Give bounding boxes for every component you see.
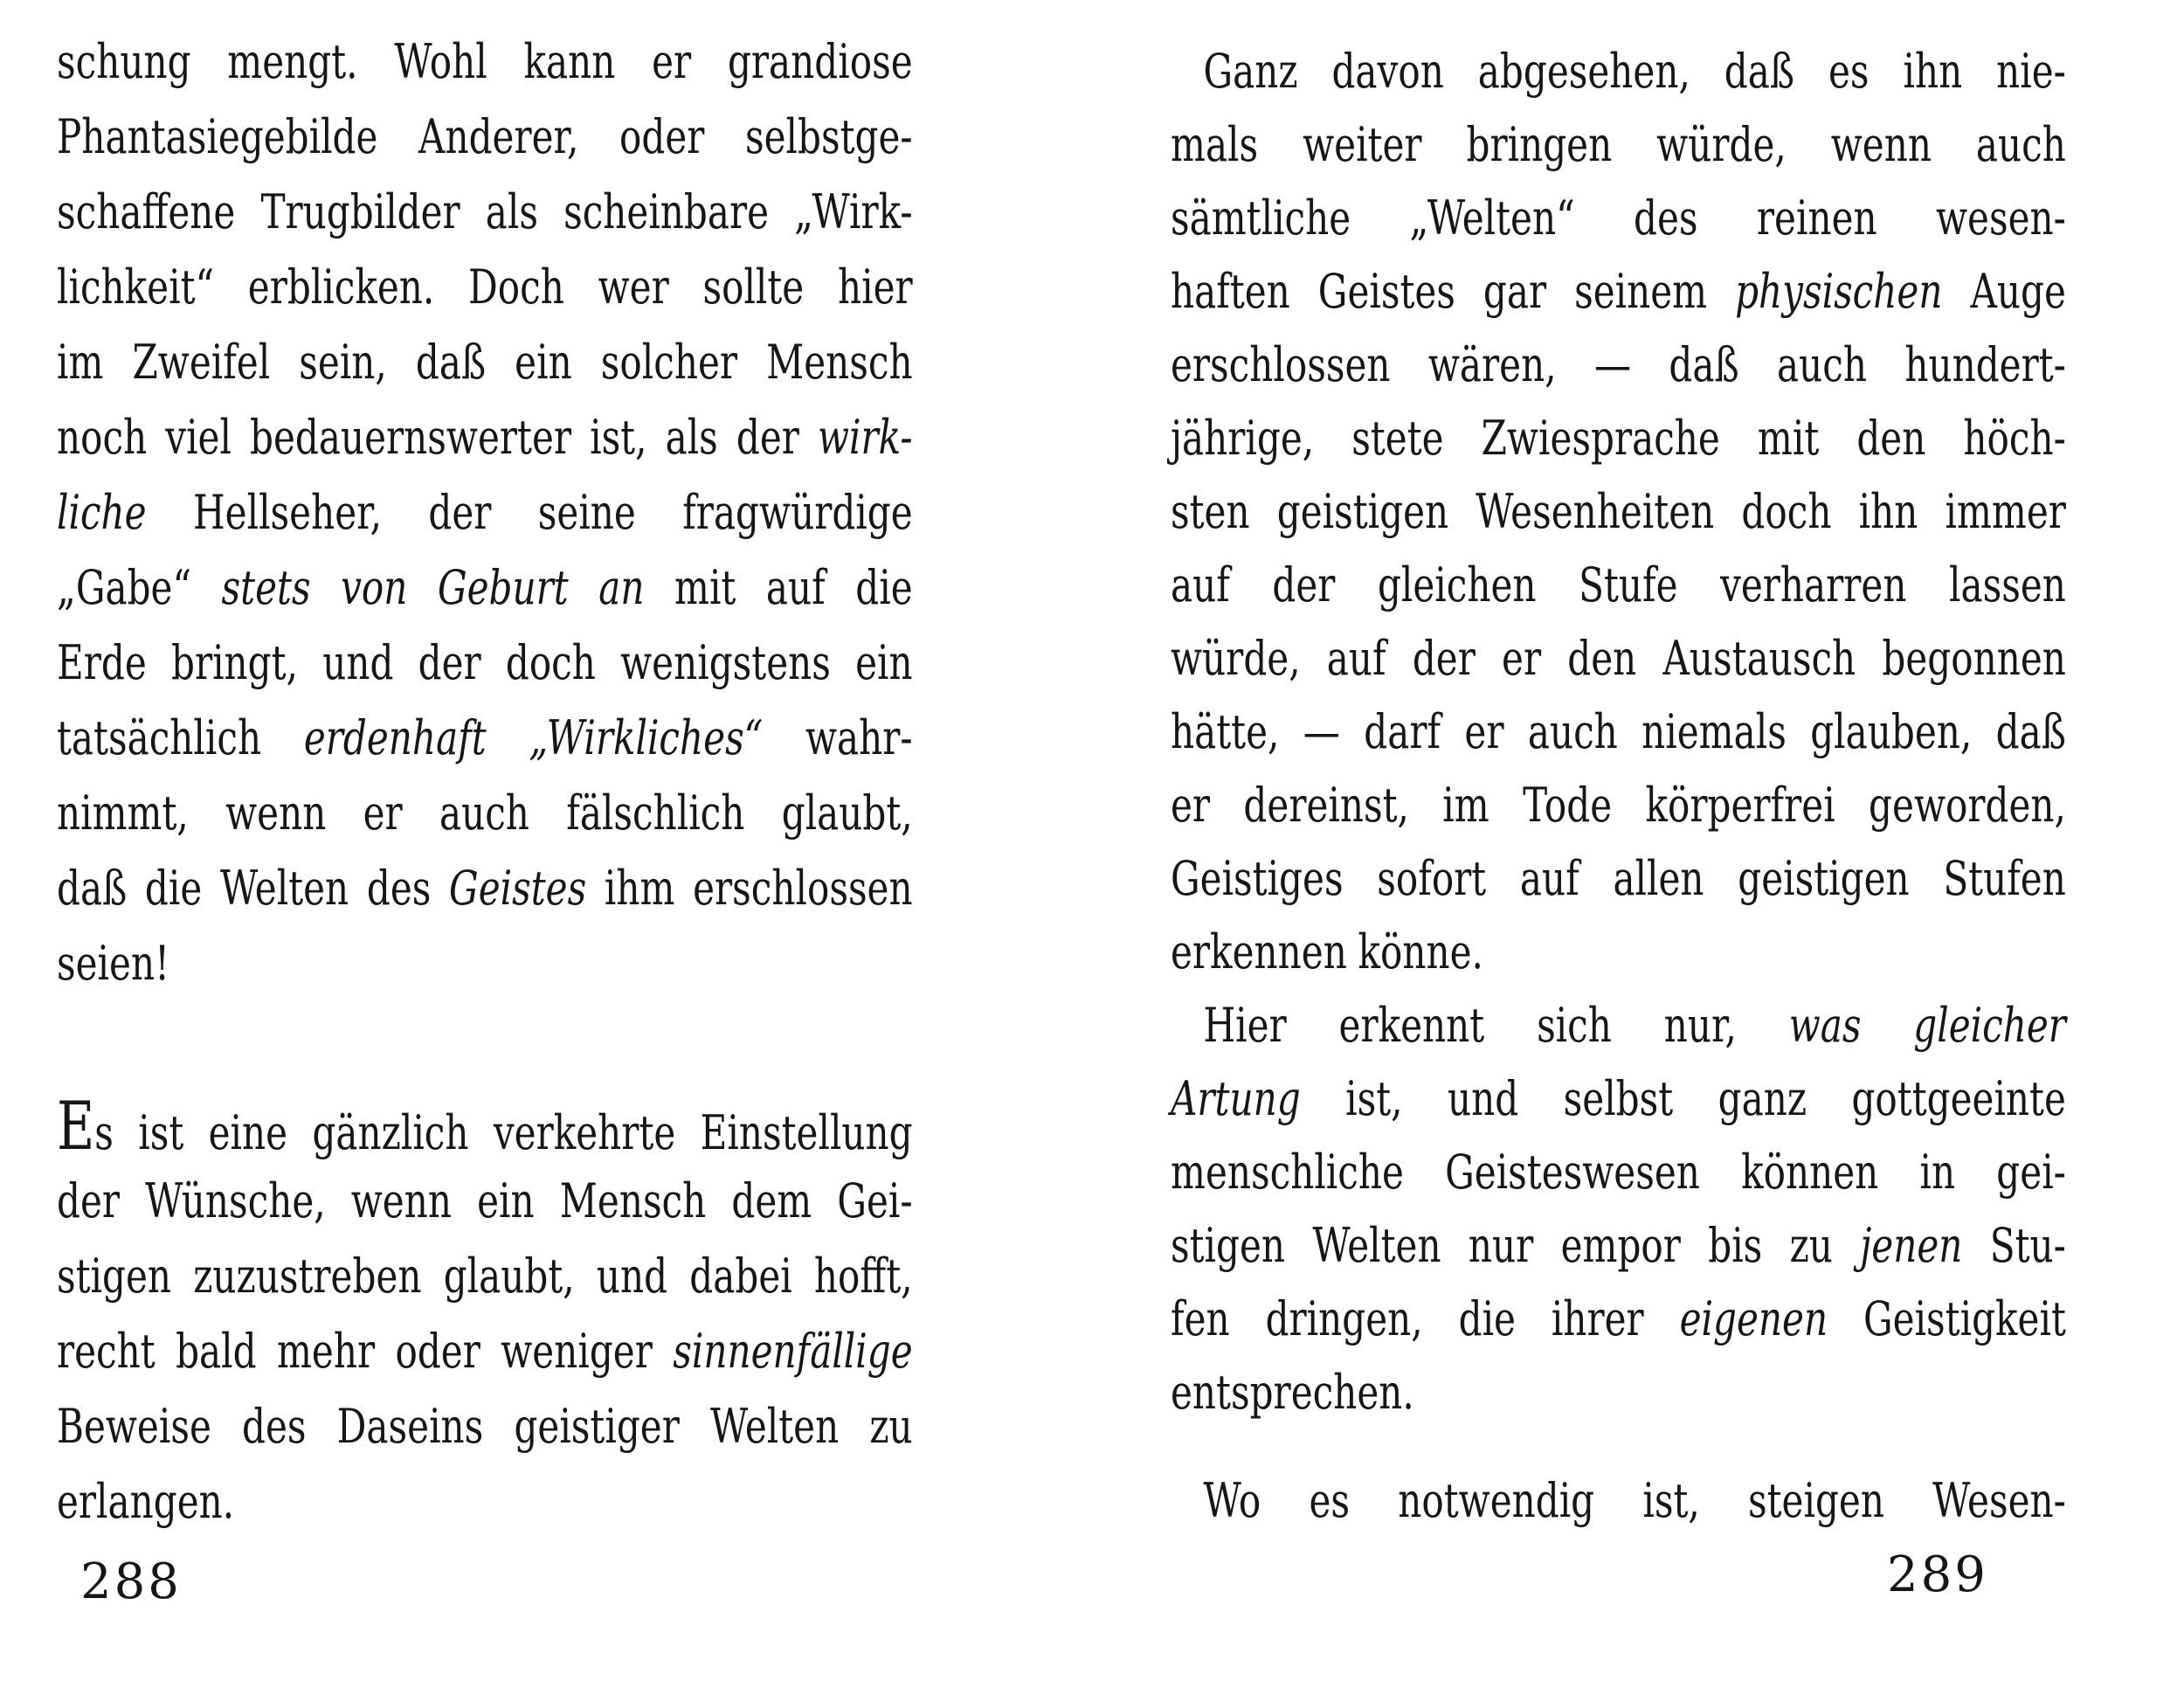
word: seien! (57, 936, 169, 991)
word: Welten (709, 1399, 840, 1454)
word: ist (138, 1105, 184, 1160)
text-line (1171, 1464, 2066, 1538)
word: physischen (1735, 264, 1943, 319)
word: auch (1527, 704, 1618, 759)
word: Phantasiegebilde (57, 109, 378, 164)
word: Geistigkeit (1863, 1291, 2066, 1346)
word: Wohl (394, 34, 487, 89)
word: glaubt, (781, 785, 913, 841)
word: des (366, 861, 432, 916)
text-line (57, 325, 913, 400)
word: Tode (1523, 778, 1613, 833)
paragraph (1171, 1464, 2066, 1538)
word: den (1567, 631, 1637, 686)
right-page (1171, 35, 2184, 1538)
word: jährige, (1171, 411, 1315, 466)
word: noch (57, 410, 148, 465)
word: der (1412, 631, 1476, 686)
word: Artung (1171, 1071, 1301, 1126)
word: stigen (57, 1249, 172, 1304)
word: der (418, 635, 481, 690)
word: haften (1171, 264, 1290, 319)
page-number-left: 288 (80, 1553, 182, 1610)
word: ist, (1642, 1473, 1700, 1528)
text-line (1171, 695, 2066, 769)
text-line (57, 24, 913, 100)
word: Geisteswesen (1445, 1145, 1700, 1200)
word: Anderer, (418, 109, 579, 164)
word: recht (57, 1324, 156, 1379)
word: verharren (1720, 557, 1907, 612)
word: sollte (702, 259, 805, 315)
word: ein (855, 635, 913, 690)
word: er (363, 785, 403, 841)
text-line (1171, 1283, 2066, 1356)
word: gar (1482, 264, 1547, 319)
word: seinem (1574, 264, 1708, 319)
word: Hier (1203, 998, 1287, 1053)
word: Zwiesprache (1481, 411, 1720, 466)
word: fragwürdige (682, 485, 913, 540)
word: stete (1351, 411, 1444, 466)
word: geistigen (1276, 484, 1449, 539)
word: und (322, 635, 394, 690)
word: mit (674, 560, 736, 615)
word: reinen (1756, 190, 1877, 246)
word: nur (1468, 1218, 1534, 1273)
word: daß (1995, 704, 2066, 759)
word: wenigstens (620, 635, 831, 690)
word: sofort (1377, 851, 1487, 906)
word: Auge (1970, 264, 2066, 319)
word: wenn (350, 1173, 452, 1228)
text-line (57, 400, 913, 475)
paragraph (57, 1089, 913, 1539)
word: dabei (689, 1249, 792, 1304)
word: als (485, 184, 538, 239)
word: er (1171, 778, 1211, 833)
word: erkennt (1338, 998, 1485, 1053)
word: Welten (1312, 1218, 1441, 1273)
word: Stu- (1989, 1218, 2066, 1273)
word: mals (1171, 117, 1259, 172)
word: körperfrei (1645, 778, 1835, 833)
word: weiter (1303, 117, 1422, 172)
word: oder (395, 1324, 480, 1379)
word: doch (1741, 484, 1832, 539)
word: wesen- (1936, 190, 2066, 246)
word: zuzustreben (193, 1249, 422, 1304)
word: er (1464, 704, 1504, 759)
word: Welten (219, 861, 349, 916)
word: Wünsche, (145, 1173, 326, 1228)
word: fälschlich (566, 785, 745, 841)
text-line (57, 851, 913, 926)
word: lassen (1949, 557, 2066, 612)
word: es (1828, 44, 1870, 99)
word: Mensch (766, 335, 913, 390)
word: er (652, 34, 692, 89)
word: Trugbilder (260, 184, 460, 239)
text-line (1171, 108, 2066, 182)
word: den (1856, 411, 1926, 466)
text-line (1171, 1136, 2066, 1209)
word: von (341, 560, 408, 615)
word: hätte, (1171, 704, 1280, 759)
word: bald (176, 1324, 257, 1379)
word: höch- (1963, 411, 2066, 466)
word: ihn (1903, 44, 1963, 99)
word: in (1919, 1145, 1956, 1200)
text-line (1171, 1062, 2066, 1136)
word: Mensch (559, 1173, 707, 1228)
word: ist, (590, 410, 647, 465)
word: hundert- (1904, 337, 2066, 392)
word: an (598, 560, 645, 615)
word: stigen (1171, 1218, 1286, 1273)
word: was (1788, 998, 1862, 1053)
word: gottgeeinte (1851, 1071, 2066, 1126)
word: glauben, (1810, 704, 1973, 759)
word: ihm (604, 861, 675, 916)
page-number-right: 289 (1887, 1546, 1988, 1603)
word: fen (1171, 1291, 1230, 1346)
word: ihn (1858, 484, 1918, 539)
word: Austausch (1662, 631, 1856, 686)
word: zu (1789, 1218, 1833, 1273)
word: sein, (299, 335, 387, 390)
left-page (57, 24, 1154, 1539)
word: geistiger (514, 1399, 680, 1454)
word: nie- (1996, 44, 2066, 99)
word: Doch (468, 259, 564, 315)
word: im (57, 335, 104, 390)
text-line (1171, 916, 2066, 989)
word: selbst (1563, 1071, 1674, 1126)
word: Zweifel (132, 335, 271, 390)
text-line (1171, 1209, 2066, 1283)
word: solcher (600, 335, 738, 390)
word: erschlossen (693, 861, 913, 916)
word: hofft, (813, 1249, 913, 1304)
word: selbstge- (745, 109, 913, 164)
text-line (57, 776, 913, 851)
word: — (1303, 704, 1340, 759)
text-line (57, 100, 913, 175)
word: „Welten“ (1409, 190, 1575, 246)
text-line (57, 626, 913, 701)
paragraph (1171, 35, 2066, 989)
word: gleicher (1913, 998, 2066, 1053)
left-page-text-column (57, 24, 913, 1539)
word: er (1502, 631, 1542, 686)
paragraph (1171, 989, 2066, 1429)
word: bringt, (170, 635, 298, 690)
word: schaffene (57, 184, 236, 239)
word: eine (208, 1105, 288, 1160)
word: dereinst, (1243, 778, 1409, 833)
word: wahr- (805, 710, 913, 765)
word: darf (1364, 704, 1441, 759)
word: erdenhaft (303, 710, 487, 765)
word: Stufen (1943, 851, 2066, 906)
text-line (57, 1389, 913, 1464)
word: ganz (1717, 1071, 1807, 1126)
word: wenn (225, 785, 327, 841)
word: Daseins (336, 1399, 484, 1454)
word: viel (165, 410, 232, 465)
word: tatsächlich (57, 710, 262, 765)
text-line (57, 550, 913, 626)
word: wirk- (817, 410, 913, 465)
word: die (1458, 1291, 1516, 1346)
word: auf (1171, 557, 1230, 612)
word: „Gabe“ (57, 560, 192, 615)
text-line (1171, 255, 2066, 329)
word: verkehrte (493, 1105, 676, 1160)
text-line (1171, 402, 2066, 475)
text-line (1171, 475, 2066, 549)
word: geistigen (1738, 851, 1910, 906)
word: sich (1537, 998, 1612, 1053)
word: die (855, 560, 913, 615)
word: sten (1171, 484, 1250, 539)
word: auch (1975, 117, 2066, 172)
word: immer (1945, 484, 2066, 539)
right-page-text-column (1171, 35, 2066, 1538)
word: als (665, 410, 718, 465)
word: scheinbare (563, 184, 770, 239)
word: notwendig (1398, 1473, 1595, 1528)
word: entsprechen. (1171, 1365, 1414, 1420)
word: — (1593, 337, 1632, 392)
word: glaubt, (443, 1249, 575, 1304)
word: steigen (1748, 1473, 1884, 1528)
word: der (57, 1173, 121, 1228)
word: und (596, 1249, 668, 1304)
word: Geistes (449, 861, 587, 916)
word: des (242, 1399, 307, 1454)
word: doch (505, 635, 596, 690)
text-line (1171, 329, 2066, 402)
word: Stufe (1579, 557, 1678, 612)
word: können (1741, 1145, 1879, 1200)
word: daß (1669, 337, 1739, 392)
text-line (1171, 35, 2066, 108)
word: im (1442, 778, 1489, 833)
text-line (1171, 842, 2066, 916)
word: Gei- (837, 1173, 913, 1228)
word: menschliche (1171, 1145, 1404, 1200)
word: es (1309, 1473, 1351, 1528)
word: auf (1326, 631, 1386, 686)
word: jenen (1860, 1218, 1963, 1273)
word: daß (1724, 44, 1795, 99)
text-line (1171, 769, 2066, 842)
word: sinnenfällige (673, 1324, 913, 1379)
word: hier (837, 259, 913, 315)
word: die (144, 861, 203, 916)
word: sämtliche (1171, 190, 1351, 246)
word: bedauernswerter (250, 410, 572, 465)
word: der (428, 485, 492, 540)
text-line (57, 475, 913, 550)
word: des (1634, 190, 1698, 246)
word: auch (439, 785, 529, 841)
word: gei- (1996, 1145, 2066, 1200)
text-line (1171, 549, 2066, 622)
word: „Wirkliches“ (529, 710, 764, 765)
word: schung (57, 34, 191, 89)
word: zu (869, 1399, 913, 1454)
word: gänzlich (312, 1105, 469, 1160)
word: mengt. (227, 34, 358, 89)
text-line (1171, 182, 2066, 255)
word: auf (765, 560, 826, 615)
word: Wo (1203, 1473, 1261, 1528)
word: der (736, 410, 799, 465)
word: daß (415, 335, 487, 390)
word: wer (598, 259, 669, 315)
word: Geistiges (1171, 851, 1344, 906)
word: „Wirk- (794, 184, 913, 239)
word: oder (619, 109, 705, 164)
word: nimmt, (57, 785, 189, 841)
word: Geistes (1317, 264, 1455, 319)
word: könne. (1358, 924, 1483, 979)
word: erblicken. (247, 259, 435, 315)
word: würde, (1656, 117, 1787, 172)
text-line (1171, 989, 2066, 1062)
word: Hellseher, (192, 485, 383, 540)
text-line (57, 1464, 913, 1539)
word: liche (57, 485, 147, 540)
word: gleichen (1377, 557, 1537, 612)
text-line (57, 175, 913, 250)
word: Erde (57, 635, 147, 690)
word: stets (221, 560, 311, 615)
word: nur, (1663, 998, 1737, 1053)
text-line (57, 1314, 913, 1389)
word: dem (731, 1173, 812, 1228)
word: dringen, (1265, 1291, 1423, 1346)
word: wenn (1830, 117, 1932, 172)
word: abgesehen, (1477, 44, 1690, 99)
word: ist, (1345, 1071, 1403, 1126)
word: kann (523, 34, 616, 89)
text-line (57, 1239, 913, 1314)
word: ein (477, 1173, 535, 1228)
word: ihrer (1551, 1291, 1644, 1346)
text-line (1171, 622, 2066, 695)
word: eigenen (1679, 1291, 1828, 1346)
word: würde, (1171, 631, 1301, 686)
word: daß (57, 861, 128, 916)
word: grandiose (727, 34, 913, 89)
text-line (57, 926, 913, 1001)
word: Beweise (57, 1399, 211, 1454)
word: seine (537, 485, 636, 540)
word: Geburt (437, 560, 569, 615)
text-line (1171, 1356, 2066, 1429)
word: begonnen (1882, 631, 2066, 686)
word: erlangen. (57, 1474, 235, 1529)
word: und (1447, 1071, 1519, 1126)
word: niemals (1641, 704, 1787, 759)
word: lichkeit“ (57, 259, 215, 315)
word: davon (1331, 44, 1444, 99)
word: geworden, (1869, 778, 2066, 833)
word: erschlossen (1171, 337, 1391, 392)
word: Wesenheiten (1476, 484, 1715, 539)
paragraph (57, 24, 913, 1001)
word: wären, (1427, 337, 1557, 392)
text-line (57, 1164, 913, 1239)
word: der (1272, 557, 1336, 612)
word: ein (515, 335, 572, 390)
word: Es (57, 1087, 114, 1165)
word: auf (1519, 851, 1579, 906)
word: Ganz (1203, 44, 1298, 99)
word: bis (1708, 1218, 1763, 1273)
text-line (57, 1089, 913, 1164)
word: Wesen- (1932, 1473, 2066, 1528)
word: weniger (501, 1324, 653, 1379)
text-line (57, 250, 913, 325)
word: mehr (276, 1324, 376, 1379)
word: mit (1757, 411, 1820, 466)
text-line (57, 701, 913, 776)
word: erkennen (1171, 924, 1347, 979)
word: bringen (1466, 117, 1613, 172)
word: Einstellung (700, 1105, 913, 1160)
word: auch (1777, 337, 1867, 392)
word: allen (1613, 851, 1704, 906)
word: empor (1560, 1218, 1681, 1273)
